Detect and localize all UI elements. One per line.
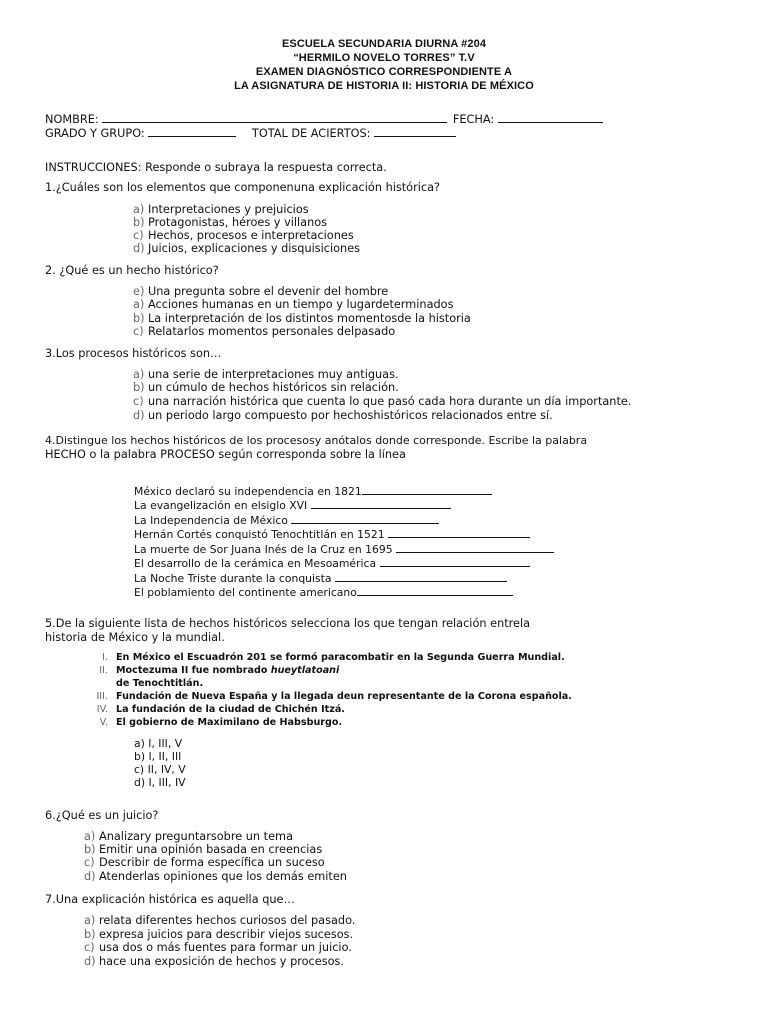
question-7: 7.Una explicación histórica es aquella que… xyxy=(45,893,295,906)
q2-option-b[interactable]: b) La interpretación de los distintos momentosde la historia xyxy=(133,312,471,325)
q3-option-c[interactable]: c) una narración histórica que cuenta lo que pasó cada hora durante un día importante. xyxy=(133,395,632,408)
q7-option-c[interactable]: c) usa dos o más fuentes para formar un juicio. xyxy=(84,941,352,954)
q4-item: El poblamiento del continente americano xyxy=(134,585,513,600)
q7-option-a[interactable]: a) relata diferentes hechos curiosos del pasado. xyxy=(84,914,356,927)
score-field[interactable] xyxy=(374,126,456,137)
q6-option-a[interactable]: a) Analizary preguntarsobre un tema xyxy=(84,830,293,843)
q6-option-b[interactable]: b) Emitir una opinión basada en creencias xyxy=(84,843,323,856)
q5-fact-iii: III. Fundación de Nueva España y la llegada deun representante de la Corona española. xyxy=(96,691,572,702)
q3-option-a[interactable]: a) una serie de interpretaciones muy antiguas. xyxy=(133,368,399,381)
question-5-line1: 5.De la siguiente lista de hechos históricos selecciona los que tengan relación entrela xyxy=(45,617,531,630)
q5-fact-v: V. El gobierno de Maximilano de Habsburgo. xyxy=(99,717,343,728)
question-4-line1: 4.Distingue los hechos históricos de los procesosy anótalos donde corresponde. Escribe la palabra xyxy=(45,434,588,447)
q4-item: México declaró su independencia en 1821 xyxy=(134,484,492,499)
question-6: 6.¿Qué es un juicio? xyxy=(45,809,159,822)
q5-fact-i: I. En México el Escuadrón 201 se formó paracombatir en la Segunda Guerra Mundial. xyxy=(102,652,565,663)
q3-option-b[interactable]: b) un cúmulo de hechos históricos sin relación. xyxy=(133,381,399,394)
q4-item: La Independencia de México xyxy=(134,513,439,528)
q4-answer-blank[interactable] xyxy=(362,484,492,495)
question-4-line2: HECHO o la palabra PROCESO según corresponda sobre la línea xyxy=(45,448,406,461)
q4-answer-blank[interactable] xyxy=(357,585,513,596)
q4-answer-blank[interactable] xyxy=(291,513,439,524)
q3-option-d[interactable]: d) un periodo largo compuesto por hechoshistóricos relacionados entre sí. xyxy=(133,409,553,422)
date-label: FECHA: xyxy=(452,113,495,126)
exam-title: EXAMEN DIAGNÓSTICO CORRESPONDIENTE A xyxy=(255,66,513,78)
question-2: 2. ¿Qué es un hecho histórico? xyxy=(45,264,219,277)
q5-option-c[interactable]: c) II, IV, V xyxy=(134,763,186,776)
q2-option-e[interactable]: e) Una pregunta sobre el devenir del hombre xyxy=(133,285,389,298)
question-3: 3.Los procesos históricos son… xyxy=(45,347,222,360)
subject-title: LA ASIGNATURA DE HISTORIA II: HISTORIA DE MÉXICO xyxy=(234,80,534,92)
q4-item: La muerte de Sor Juana Inés de la Cruz en 1695 xyxy=(134,542,554,557)
question-5-line2: historia de México y la mundial. xyxy=(45,631,225,644)
q5-fact-ii: II. Moctezuma II fue nombrado hueytlatoani xyxy=(99,665,340,676)
q1-option-a[interactable]: a) Interpretaciones y prejuicios xyxy=(133,203,309,216)
score-label: TOTAL DE ACIERTOS: xyxy=(251,127,371,140)
q2-option-c[interactable]: c) Relatarlos momentos personales delpasado xyxy=(133,325,396,338)
q4-item: La Noche Triste durante la conquista xyxy=(134,571,507,586)
q4-answer-blank[interactable] xyxy=(380,556,530,567)
q4-item: La evangelización en elsiglo XVI xyxy=(134,498,451,513)
q5-option-b[interactable]: b) I, II, III xyxy=(134,750,182,763)
q5-option-a[interactable]: a) I, III, V xyxy=(134,737,183,750)
name-field[interactable] xyxy=(102,112,447,123)
q5-fact-ii-cont: de Tenochtitlán. xyxy=(116,678,204,689)
q6-option-c[interactable]: c) Describir de forma específica un suceso xyxy=(84,856,325,869)
grade-label: GRADO Y GRUPO: xyxy=(45,127,145,140)
q4-answer-blank[interactable] xyxy=(396,542,554,553)
q4-item: El desarrollo de la cerámica en Mesoamérica xyxy=(134,556,530,571)
q4-answer-blank[interactable] xyxy=(335,571,507,582)
q4-answer-blank[interactable] xyxy=(388,527,530,538)
grade-row xyxy=(45,126,456,141)
school-subtitle: “HERMILO NOVELO TORRES” T.V xyxy=(293,52,475,64)
q7-option-d[interactable]: d) hace una exposición de hechos y procesos. xyxy=(84,955,344,968)
instructions: INSTRUCCIONES: Responde o subraya la respuesta correcta. xyxy=(45,161,387,174)
q6-option-d[interactable]: d) Atenderlas opiniones que los demás emiten xyxy=(84,870,347,883)
q1-option-b[interactable]: b) Protagonistas, héroes y villanos xyxy=(133,216,328,229)
grade-field[interactable] xyxy=(148,126,236,137)
date-field[interactable] xyxy=(498,112,603,123)
name-label: NOMBRE: xyxy=(45,113,99,126)
question-1: 1.¿Cuáles son los elementos que componenuna explicación histórica? xyxy=(45,181,441,194)
q4-item: Hernán Cortés conquistó Tenochtitlán en 1521 xyxy=(134,527,530,542)
q1-option-c[interactable]: c) Hechos, procesos e interpretaciones xyxy=(133,229,354,242)
q5-fact-iv: IV. La fundación de la ciudad de Chichén Itzá. xyxy=(96,704,345,715)
q2-option-a[interactable]: a) Acciones humanas en un tiempo y lugardeterminados xyxy=(133,298,454,311)
q7-option-b[interactable]: b) expresa juicios para describir viejos sucesos. xyxy=(84,928,354,941)
q5-option-d[interactable]: d) I, III, IV xyxy=(134,776,186,789)
name-row xyxy=(45,112,603,127)
school-name: ESCUELA SECUNDARIA DIURNA #204 xyxy=(281,38,487,50)
q1-option-d[interactable]: d) Juicios, explicaciones y disquisiciones xyxy=(133,242,361,255)
q4-answer-blank[interactable] xyxy=(311,498,451,509)
